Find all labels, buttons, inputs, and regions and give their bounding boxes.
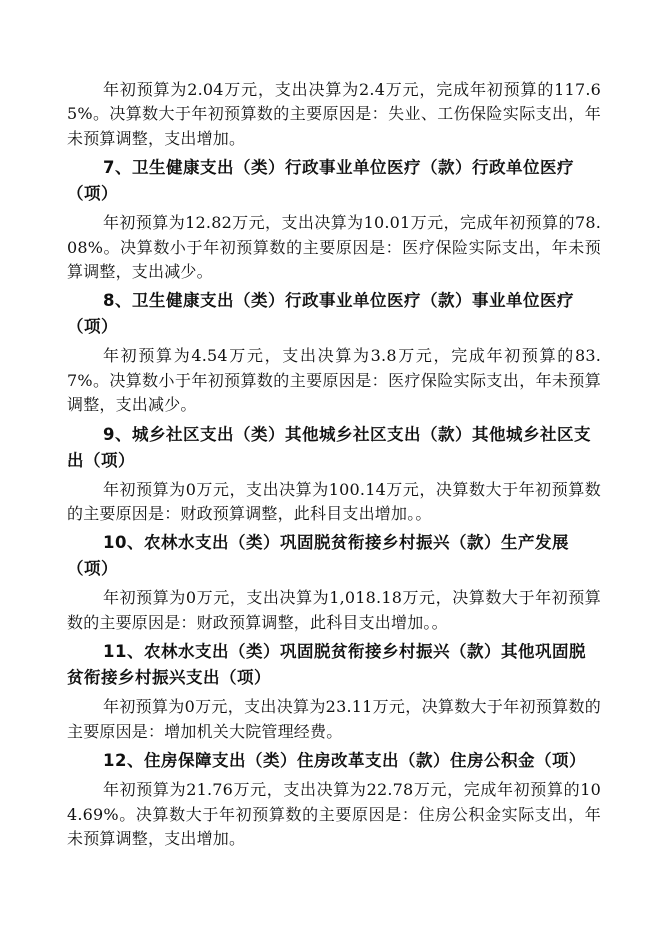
section-heading-12: 12、住房保障支出（类）住房改革支出（款）住房公积金（项） [103,751,586,771]
document-page [67,78,601,851]
paragraph-body-7: 年初预算为12.82万元，支出决算为10.01万元，完成年初预算的78.08%。决算数小于年初预算数的主要原因是：医疗保险实际支出，年未预算调整，支出减少。 [67,213,601,282]
paragraph-body-11: 年初预算为0万元，支出决算为23.11万元，决算数大于年初预算数的主要原因是：增加机关大院管理经费。 [67,697,601,741]
paragraph-body-10: 年初预算为0万元，支出决算为1,018.18万元，决算数大于年初预算数的主要原因是：财政预算调整，此科目支出增加。。 [67,588,601,632]
section-heading-10: 10、农林水支出（类）巩固脱贫衔接乡村振兴（款）生产发展（项） [67,533,569,579]
section-heading-11: 11、农林水支出（类）巩固脱贫衔接乡村振兴（款）其他巩固脱贫衔接乡村振兴支出（项） [67,642,586,688]
section-heading-9: 9、城乡社区支出（类）其他城乡社区支出（款）其他城乡社区支出（项） [67,424,591,470]
section-heading-7: 7、卫生健康支出（类）行政事业单位医疗（款）行政单位医疗（项） [67,158,574,204]
paragraph-body-9: 年初预算为0万元，支出决算为100.14万元，决算数大于年初预算数的主要原因是：财政预算调整，此科目支出增加。。 [67,479,601,524]
paragraph-body-6: 年初预算为2.04万元，支出决算为2.4万元，完成年初预算的117.65%。决算数大于年初预算数的主要原因是：失业、工伤保险实际支出，年未预算调整，支出增加。 [67,80,601,148]
section-heading-8: 8、卫生健康支出（类）行政事业单位医疗（款）事业单位医疗（项） [67,291,574,337]
paragraph-body-8: 年初预算为4.54万元，支出决算为3.8万元，完成年初预算的83.7%。决算数小于年初预算数的主要原因是：医疗保险实际支出，年未预算调整，支出减少。 [67,346,601,415]
paragraph-body-12: 年初预算为21.76万元，支出决算为22.78万元，完成年初预算的104.69%。决算数大于年初预算数的主要原因是：住房公积金实际支出，年未预算调整，支出增加。 [67,780,601,848]
